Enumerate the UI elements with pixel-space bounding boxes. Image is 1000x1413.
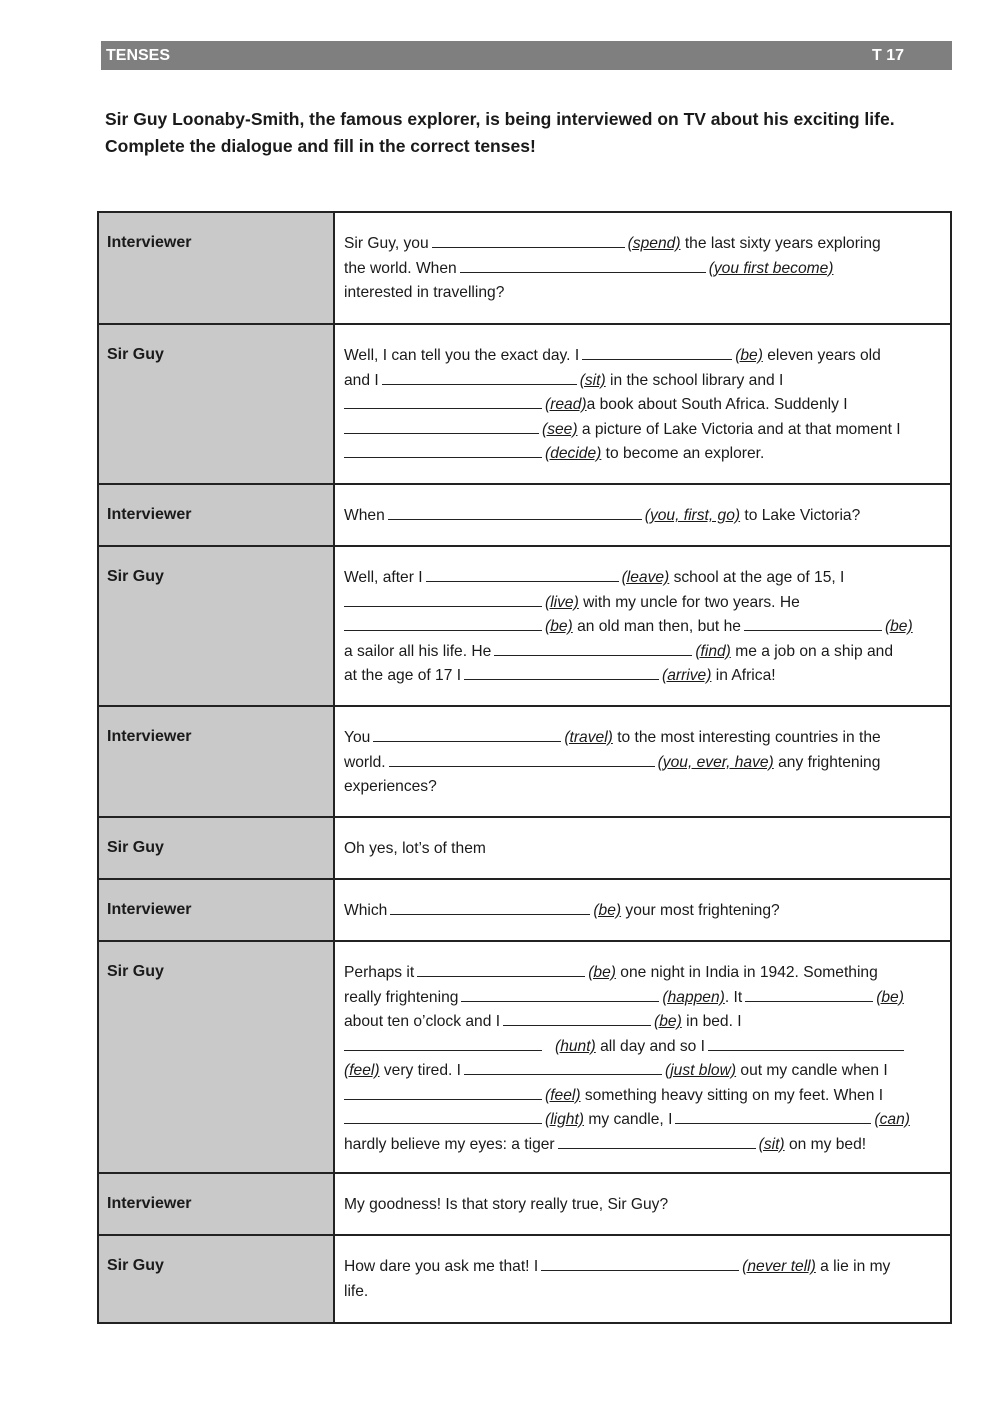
dialogue-table — [97, 211, 952, 1324]
answer-blank[interactable] — [541, 1255, 739, 1271]
verb-cue: (feel) — [344, 1062, 380, 1079]
answer-blank[interactable] — [675, 1108, 871, 1124]
text-segment: out my candle when I — [736, 1062, 888, 1079]
verb-cue: (hunt) — [555, 1037, 596, 1055]
text-segment: with my uncle for two years. He — [578, 593, 800, 611]
header-bar — [101, 41, 952, 70]
text-segment: school at the age of 15, I — [669, 569, 845, 586]
answer-blank[interactable] — [708, 1035, 904, 1051]
answer-blank[interactable] — [382, 369, 577, 385]
dialogue-text — [334, 546, 951, 706]
dialogue-text — [334, 706, 951, 817]
answer-blank[interactable] — [344, 615, 542, 631]
answer-blank[interactable] — [461, 986, 659, 1002]
verb-cue: (live) — [545, 593, 579, 611]
verb-cue: (arrive) — [662, 667, 712, 684]
verb-cue: (decide) — [545, 445, 602, 462]
verb-cue: (be) — [735, 347, 763, 364]
answer-blank[interactable] — [494, 640, 692, 656]
answer-blank[interactable] — [432, 232, 625, 248]
answer-blank[interactable] — [464, 1059, 662, 1075]
text-segment: a picture of Lake Victoria and at that moment I — [577, 420, 901, 438]
speaker-label: Interviewer — [98, 212, 334, 324]
verb-cue: (you, first, go) — [644, 507, 741, 524]
text-segment: interested in travelling? — [344, 284, 505, 301]
instructions-line: Complete the dialogue and fill in the correct tenses! — [105, 136, 536, 156]
text-segment: me a job on a ship and — [730, 642, 893, 660]
verb-cue: (be) — [884, 618, 913, 635]
speaker-label: Interviewer — [98, 706, 334, 817]
verb-cue: (leave) — [621, 569, 670, 586]
text-segment: about ten o’clock and I — [344, 1013, 501, 1030]
verb-cue: (sit) — [579, 371, 606, 389]
text-segment: very tired. I — [379, 1062, 461, 1079]
instructions-line: Sir Guy Loonaby-Smith, the famous explorer, is being interviewed on TV about his exciting life. — [105, 109, 895, 129]
text-segment: any frightening — [773, 753, 881, 771]
text-segment: experiences? — [344, 778, 437, 795]
text-segment: all day and so I — [595, 1037, 705, 1055]
verb-cue: (can) — [874, 1111, 910, 1128]
text-segment: eleven years old — [762, 347, 881, 364]
verb-cue: (light) — [545, 1111, 584, 1128]
verb-cue: (be) — [588, 964, 616, 981]
text-segment: a lie in my — [815, 1258, 891, 1275]
text-segment: at the age of 17 I — [344, 667, 462, 684]
text-segment: in Africa! — [711, 667, 776, 684]
dialogue-text — [334, 1235, 951, 1323]
answer-blank[interactable] — [344, 1084, 542, 1100]
text-segment: My goodness! Is that story really true, Sir Guy? — [344, 1196, 669, 1213]
dialogue-text — [334, 941, 951, 1173]
verb-cue: (be) — [654, 1013, 682, 1030]
verb-cue: (read) — [545, 396, 587, 413]
dialogue-row — [98, 706, 951, 817]
text-segment: You — [344, 729, 371, 746]
text-segment: a book about South Africa. Suddenly I — [586, 396, 848, 413]
dialogue-row — [98, 941, 951, 1173]
answer-blank[interactable] — [344, 418, 539, 434]
answer-blank[interactable] — [558, 1133, 756, 1149]
dialogue-row — [98, 1235, 951, 1323]
verb-cue: (never tell) — [742, 1258, 816, 1275]
verb-cue: (be) — [593, 902, 622, 919]
answer-blank[interactable] — [503, 1010, 651, 1026]
dialogue-row — [98, 546, 951, 706]
verb-cue: (find) — [695, 642, 731, 660]
text-segment: to the most interesting countries in the — [612, 729, 881, 746]
dialogue-row — [98, 484, 951, 546]
answer-blank[interactable] — [464, 664, 659, 680]
text-segment: the last sixty years exploring — [680, 235, 881, 252]
text-segment: Oh yes, lot’s of them — [344, 840, 486, 857]
verb-cue: (sit) — [758, 1135, 785, 1153]
text-segment: Well, after I — [344, 569, 423, 586]
text-segment: something heavy sitting on my feet. When I — [580, 1086, 884, 1104]
text-segment: to Lake Victoria? — [740, 507, 861, 524]
text-segment: in bed. I — [681, 1013, 742, 1030]
verb-cue: (be) — [876, 988, 904, 1006]
text-segment: your most frightening? — [621, 902, 780, 919]
speaker-label: Sir Guy — [98, 324, 334, 484]
verb-cue: (be) — [545, 618, 573, 635]
text-segment: to become an explorer. — [601, 445, 765, 462]
answer-blank[interactable] — [389, 751, 655, 767]
text-segment: the world. When — [344, 259, 457, 277]
speaker-label: Sir Guy — [98, 817, 334, 879]
answer-blank[interactable] — [390, 899, 590, 915]
answer-blank[interactable] — [344, 591, 542, 607]
text-segment: an old man then, but he — [572, 618, 741, 635]
text-segment: When — [344, 507, 385, 524]
verb-cue: (see) — [542, 420, 578, 438]
speaker-label: Interviewer — [98, 1173, 334, 1235]
answer-blank[interactable] — [344, 1108, 542, 1124]
answer-blank[interactable] — [344, 442, 542, 458]
verb-cue: (happen) — [662, 988, 725, 1006]
dialogue-row — [98, 817, 951, 879]
text-segment: life. — [344, 1282, 369, 1300]
verb-cue: (you first become) — [708, 259, 834, 277]
speaker-label: Sir Guy — [98, 941, 334, 1173]
answer-blank[interactable] — [582, 344, 732, 360]
answer-blank[interactable] — [344, 393, 542, 409]
dialogue-text — [334, 324, 951, 484]
text-segment: one night in India in 1942. Something — [615, 964, 878, 981]
answer-blank[interactable] — [426, 566, 619, 582]
dialogue-text — [334, 879, 951, 941]
header-code: T 17 — [871, 46, 904, 64]
verb-cue: (just blow) — [665, 1062, 737, 1079]
answer-blank[interactable] — [745, 986, 873, 1002]
header-title: TENSES — [106, 46, 171, 64]
speaker-label: Interviewer — [98, 484, 334, 546]
text-segment: a sailor all his life. He — [344, 642, 492, 660]
speaker-label: Sir Guy — [98, 546, 334, 706]
text-segment: and I — [344, 371, 379, 389]
answer-blank[interactable] — [417, 961, 585, 977]
speaker-label: Sir Guy — [98, 1235, 334, 1323]
answer-blank[interactable] — [460, 257, 706, 273]
answer-blank[interactable] — [344, 1035, 542, 1051]
verb-cue: (you, ever, have) — [657, 753, 774, 771]
text-segment: Which — [344, 902, 388, 919]
dialogue-row — [98, 1173, 951, 1235]
verb-cue: (travel) — [564, 729, 613, 746]
text-segment: hardly believe my eyes: a tiger — [344, 1135, 555, 1153]
text-segment: on my bed! — [784, 1135, 867, 1153]
text-segment: Sir Guy, you — [344, 235, 429, 252]
answer-blank[interactable] — [373, 726, 561, 742]
text-segment: How dare you ask me that! I — [344, 1258, 539, 1275]
dialogue-text — [334, 212, 951, 324]
answer-blank[interactable] — [388, 504, 642, 520]
text-segment: Well, I can tell you the exact day. I — [344, 347, 580, 364]
dialogue-row — [98, 324, 951, 484]
text-segment: world. — [344, 753, 386, 771]
answer-blank[interactable] — [744, 615, 882, 631]
dialogue-text — [334, 817, 951, 879]
dialogue-text — [334, 484, 951, 546]
text-segment: Perhaps it — [344, 964, 415, 981]
dialogue-row — [98, 879, 951, 941]
text-segment: my candle, I — [584, 1111, 673, 1128]
text-segment: . It — [724, 988, 743, 1006]
dialogue-text — [334, 1173, 951, 1235]
text-segment: in the school library and I — [605, 371, 784, 389]
speaker-label: Interviewer — [98, 879, 334, 941]
verb-cue: (feel) — [545, 1086, 581, 1104]
dialogue-row — [98, 212, 951, 324]
instructions — [105, 106, 965, 160]
text-segment: really frightening — [344, 988, 459, 1006]
verb-cue: (spend) — [627, 235, 681, 252]
